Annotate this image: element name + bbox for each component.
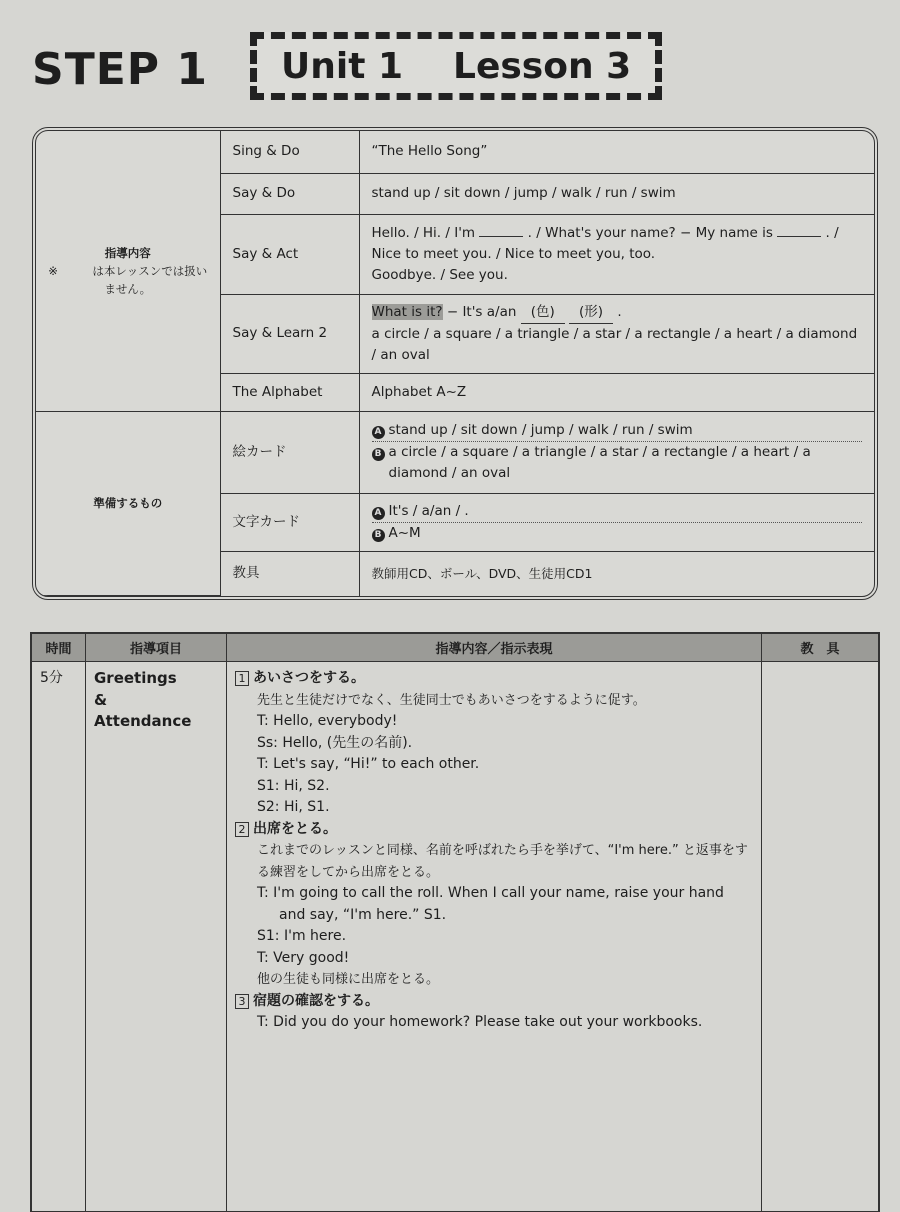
text: and say, “I'm here.” S1.: [279, 906, 447, 923]
text: 準備するもの: [93, 496, 163, 511]
marker-a-icon: A: [372, 426, 385, 439]
text: T: Did you do your homework? Please take out your workbooks.: [257, 1014, 703, 1030]
content-cell: [36, 131, 220, 411]
row-value: 教師用CD、ボール、DVD、生徒用CD1: [359, 551, 874, 595]
step-number: 3: [235, 994, 249, 1009]
text: T: Let's say, “Hi!” to each other.: [257, 756, 480, 772]
row-value: [359, 493, 874, 551]
blank-shape: (形): [569, 302, 613, 324]
unit-lesson-box: [250, 32, 662, 100]
text: Hello. / Hi. / I'm: [371, 224, 476, 241]
step-title: STEP 1: [32, 44, 208, 95]
text: a circle / a square / a triangle / a star / a rectangle / a heart / a diamond / an oval: [388, 444, 811, 482]
blank: [479, 236, 523, 237]
header-content: 指導内容／指示表現: [227, 634, 762, 662]
prep-label: [36, 411, 220, 595]
section-title: あいさつをする。: [253, 670, 365, 686]
content-note: ※ は本レッスンでは扱いません。: [48, 263, 208, 296]
text: . /: [825, 224, 839, 241]
text: S1: I'm here.: [257, 928, 347, 944]
content-label: 指導内容: [104, 245, 151, 260]
row-value: “The Hello Song”: [359, 131, 874, 173]
text: Nice to meet you. / Nice to meet you, too.: [371, 245, 656, 262]
blank: [777, 236, 821, 237]
text: A~M: [388, 524, 421, 541]
text: .: [617, 303, 622, 320]
row-label: Sing & Do: [220, 131, 359, 173]
lesson-plan-table: [30, 632, 880, 1212]
text: stand up / sit down / jump / walk / run / swim: [388, 422, 693, 439]
step-number: 1: [235, 671, 249, 686]
marker-b-icon: B: [372, 529, 385, 542]
lesson-label: Lesson 3: [453, 45, 632, 87]
row-label: 教具: [220, 551, 359, 595]
text: Ss: Hello, (先生の名前).: [257, 734, 413, 751]
section-title: 宿題の確認をする。: [253, 992, 379, 1009]
row-label: Say & Do: [220, 173, 359, 214]
marker-a-icon: A: [372, 507, 385, 520]
marker-b-icon: B: [372, 448, 385, 461]
row-label: Say & Act: [220, 214, 359, 294]
text: Greetings & Attendance: [94, 669, 192, 730]
row-value: [359, 214, 874, 294]
text: It's / a/an / .: [388, 502, 469, 519]
text: T: Very good!: [257, 949, 350, 966]
item-cell: [86, 662, 227, 1212]
row-value: [359, 411, 874, 493]
text: . / What's your name? − My name is: [527, 224, 773, 241]
row-label: Say & Learn 2: [220, 294, 359, 373]
row-label: 絵カード: [220, 411, 359, 493]
materials-cell: [762, 662, 879, 1212]
step-number: 2: [235, 822, 249, 837]
text: a circle / a square / a triangle / a star / a rectangle / a heart / a diamond / an oval: [371, 325, 858, 363]
text: T: Hello, everybody!: [257, 713, 398, 729]
text: Goodbye. / See you.: [371, 266, 508, 283]
row-label: 文字カード: [220, 493, 359, 551]
text: − It's a/an: [446, 303, 517, 320]
text: T: I'm going to call the roll. When I call your name, raise your hand: [257, 885, 724, 901]
blank-color: (色): [521, 302, 565, 324]
text: S2: Hi, S1.: [257, 799, 330, 815]
header-item: 指導項目: [86, 634, 227, 662]
text: S1: Hi, S2.: [257, 777, 330, 794]
row-value: stand up / sit down / jump / walk / run / swim: [359, 173, 874, 214]
time-cell: 5分: [32, 662, 86, 1212]
header-materials: 教 具: [762, 634, 879, 662]
header-time: 時間: [32, 634, 86, 662]
row-label: The Alphabet: [220, 373, 359, 411]
section-title: 出席をとる。: [253, 820, 337, 837]
text: 他の生徒も同様に出席をとる。: [257, 972, 440, 987]
not-covered-highlight: What is it?: [371, 303, 443, 320]
text: これまでのレッスンと同様、名前を呼ばれたら手を挙げて、“I'm here.” と返事をする練習をしてから出席をとる。: [257, 843, 748, 880]
unit-label: Unit 1: [281, 45, 403, 87]
text: 先生と生徒だけでなく、生徒同士でもあいさつをするように促す。: [257, 692, 646, 708]
row-value: [359, 294, 874, 373]
overview-box: [32, 127, 878, 600]
content-cell: [227, 662, 762, 1212]
row-value: Alphabet A~Z: [359, 373, 874, 411]
